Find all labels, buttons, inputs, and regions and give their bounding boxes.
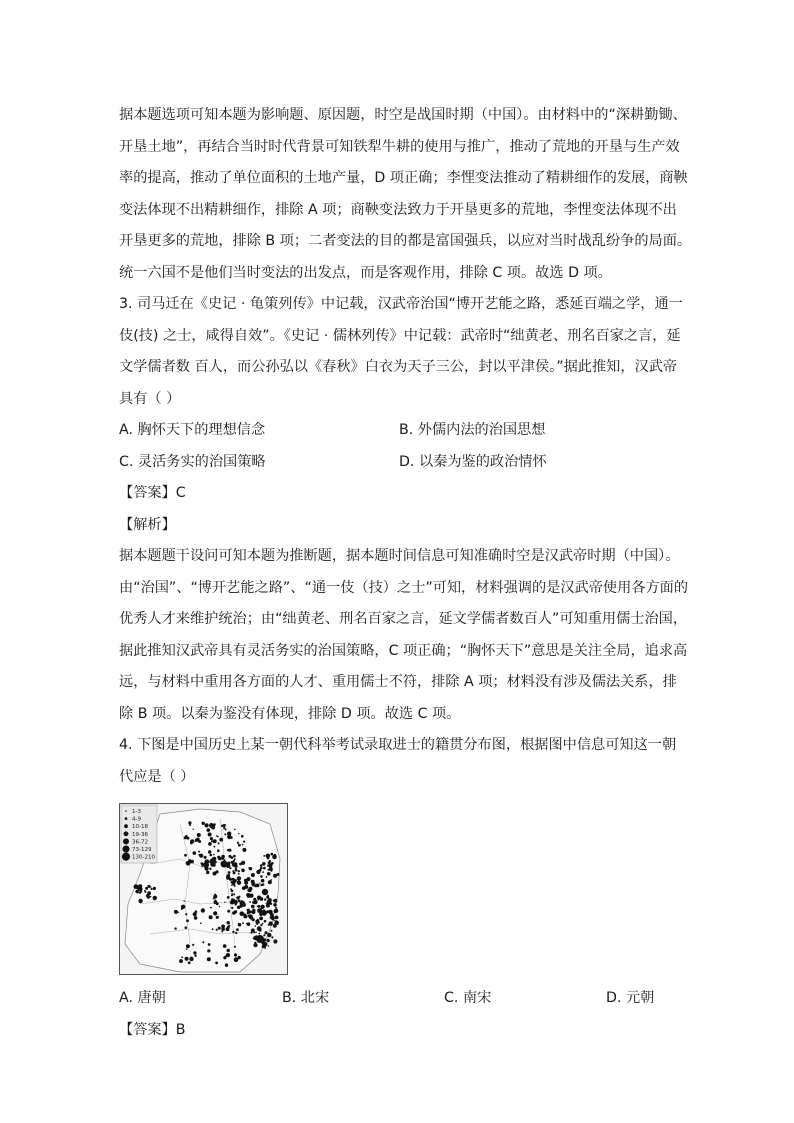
map-dot xyxy=(271,853,274,856)
map-dot xyxy=(258,922,259,923)
map-dot xyxy=(227,926,230,929)
map-dot-large xyxy=(221,861,228,868)
map-dot xyxy=(234,957,239,962)
map-dot xyxy=(260,867,263,870)
map-dot xyxy=(276,907,278,909)
map-dot xyxy=(242,913,245,916)
map-dot xyxy=(271,916,275,920)
map-dot xyxy=(190,957,192,959)
map-dot xyxy=(238,870,240,872)
legend-label: 10-18 xyxy=(132,824,148,831)
map-dot xyxy=(236,928,239,931)
map-dot xyxy=(238,873,240,875)
map-dot xyxy=(227,949,230,952)
map-dot xyxy=(255,932,257,934)
map-dot xyxy=(240,901,245,906)
map-dot xyxy=(207,949,210,952)
map-dot xyxy=(253,900,257,904)
map-dot xyxy=(273,903,277,907)
map-dot xyxy=(251,882,255,886)
question-stem-line: 具有（ ） xyxy=(119,390,181,407)
map-dot xyxy=(216,929,218,931)
map-dot xyxy=(201,908,205,912)
answer-line: 【答案】B xyxy=(119,1021,186,1038)
map-dot xyxy=(221,825,224,828)
map-dot xyxy=(275,916,279,920)
map-dot xyxy=(266,876,268,878)
map-dot xyxy=(239,863,242,866)
map-dot xyxy=(210,837,213,840)
map-dot xyxy=(233,855,236,858)
map-dot xyxy=(276,873,279,876)
map-dot xyxy=(178,912,179,913)
map-dot xyxy=(212,928,214,930)
map-dot xyxy=(226,963,228,965)
map-dot xyxy=(242,844,244,846)
map-dot xyxy=(145,887,148,890)
map-dot xyxy=(227,910,230,913)
map-dot-large xyxy=(262,889,268,895)
map-dot xyxy=(233,880,236,883)
map-dot xyxy=(260,924,262,926)
map-dot xyxy=(231,907,233,909)
map-dot xyxy=(248,924,250,926)
map-dot xyxy=(262,923,264,925)
map-dot xyxy=(211,840,213,842)
text-line: 据本题选项可知本题为影响题、原因题，时空是战国时期（中国）。由材料中的“深耕勤锄、 xyxy=(119,107,687,123)
map-dot xyxy=(260,875,263,878)
map-dot xyxy=(209,915,213,919)
map-dot xyxy=(208,842,212,846)
map-dot xyxy=(224,833,226,835)
map-dot xyxy=(267,872,271,876)
map-dot xyxy=(233,885,235,887)
legend-marker xyxy=(124,824,128,828)
options-row xyxy=(119,983,679,1015)
legend-marker xyxy=(124,831,129,836)
map-dot xyxy=(217,849,220,852)
map-dot xyxy=(193,851,197,855)
map-dot xyxy=(251,873,255,877)
legend-label: 4-9 xyxy=(132,816,141,823)
map-dot xyxy=(223,944,227,948)
options-row xyxy=(119,415,679,447)
map-dot xyxy=(252,881,254,883)
option-c: C. 灵活务实的治国策略 xyxy=(119,453,266,470)
map-dot xyxy=(232,911,236,915)
map-dot xyxy=(260,884,262,886)
legend-marker xyxy=(125,810,127,812)
map-dot xyxy=(262,862,266,866)
map-dot xyxy=(271,936,273,938)
map-dot xyxy=(194,955,196,957)
map-dot xyxy=(253,943,257,947)
map-dot xyxy=(266,939,269,942)
map-dot xyxy=(209,861,211,863)
map-dot xyxy=(209,868,211,870)
answer-line: 【答案】C xyxy=(119,485,186,501)
map-dot xyxy=(200,922,202,924)
analysis-line: 由“治国”、“博开艺能之路”、“通一伎（技）之士”可知，材料强调的是汉武帝使用各方面的 xyxy=(119,579,689,596)
map-dot xyxy=(234,900,238,904)
map-dot xyxy=(197,833,201,837)
map-dot xyxy=(201,862,204,865)
map-dot xyxy=(244,879,247,882)
map-dot xyxy=(221,857,224,860)
map-dot xyxy=(202,822,205,825)
map-dot xyxy=(219,838,223,842)
map-dot xyxy=(147,896,150,899)
map-dot xyxy=(237,881,241,885)
legend-marker xyxy=(122,845,129,852)
map-dot xyxy=(202,941,204,943)
map-dot xyxy=(214,846,216,848)
map-dot xyxy=(262,945,265,948)
map-dot xyxy=(185,957,189,961)
map-dot xyxy=(186,944,190,948)
map-dot xyxy=(186,919,189,922)
map-dot xyxy=(272,855,277,860)
map-dot xyxy=(259,883,260,884)
question-3 xyxy=(119,289,689,730)
map-dot xyxy=(198,851,200,853)
map-dot xyxy=(247,912,250,915)
map-dot xyxy=(259,917,263,921)
map-dot xyxy=(263,867,266,870)
map-dot xyxy=(241,869,245,873)
analysis-line: 远，与材料中重用各方面的人才、重用儒士不符，排除 A 项；材料没有涉及儒法关系，排 xyxy=(119,674,677,690)
map-dot xyxy=(193,829,194,830)
map-dot xyxy=(235,867,237,869)
option-b: B. 外儒内法的治国思想 xyxy=(399,422,546,438)
map-dot xyxy=(194,916,198,920)
map-dot xyxy=(233,860,235,862)
map-dot xyxy=(213,872,217,876)
map-dot xyxy=(207,957,211,961)
map-dot xyxy=(238,896,240,898)
map-dot xyxy=(256,870,260,874)
prev-analysis xyxy=(119,100,692,289)
map-dot xyxy=(216,835,217,836)
map-dot xyxy=(251,905,255,909)
map-dot xyxy=(266,903,267,904)
question-stem-line: 伎(技) 之士，咸得自效”。《史记 · 儒林列传》中记载：武帝时“绌黄老、刑名百家之言，延 xyxy=(119,327,681,344)
text-line: 变法体现不出精耕细作，排除 A 项；商鞅变法致力于开垦更多的荒地，李悝变法体现不出 xyxy=(119,201,677,218)
map-dot xyxy=(233,893,235,895)
map-dot xyxy=(231,893,232,894)
map-dot xyxy=(269,921,273,925)
question-stem-line: 代应是（ ） xyxy=(119,768,195,785)
map-dot xyxy=(260,864,263,867)
text-line: 率的提高，推动了单位面积的土地产量，D 项正确；李悝变法推动了精耕细作的发展，商鞅 xyxy=(119,170,688,186)
map-dot xyxy=(185,913,187,915)
map-dot xyxy=(257,919,259,921)
map-dot xyxy=(264,898,266,900)
map-dot xyxy=(234,829,236,831)
map-dot-large xyxy=(203,862,209,868)
analysis-line: 据此推知汉武帝具有灵活务实的治国策略，C 项正确；“胸怀天下”意思是关注全局，追求高 xyxy=(119,642,688,659)
map-dot xyxy=(235,932,237,934)
map-dot xyxy=(138,884,142,888)
option-d: D. 元朝 xyxy=(606,990,655,1006)
map-dot xyxy=(226,875,230,879)
map-dot xyxy=(258,912,259,913)
map-dot xyxy=(232,870,234,872)
map-dot xyxy=(205,823,209,827)
map-dot xyxy=(273,900,274,901)
map-dot xyxy=(238,833,239,834)
legend-marker xyxy=(123,838,129,844)
map-dot xyxy=(208,943,211,946)
map-dot xyxy=(174,910,176,912)
map-dot xyxy=(274,909,278,913)
map-dot xyxy=(261,879,265,883)
map-dot xyxy=(227,921,230,924)
map-dot xyxy=(217,856,220,859)
map-dot xyxy=(231,856,234,859)
map-dot xyxy=(184,854,187,857)
map-dot xyxy=(246,923,248,925)
map-dot xyxy=(232,931,234,933)
map-dot xyxy=(248,867,250,869)
map-dot xyxy=(227,863,230,866)
question-stem-line: 文学儒者数 百人，而公孙弘以《春秋》白衣为天子三公，封以平津侯。”据此推知，汉武帝 xyxy=(119,359,678,375)
map-dot xyxy=(237,876,241,880)
map-dot xyxy=(184,836,187,839)
map-dot xyxy=(189,824,191,826)
map-dot xyxy=(232,863,236,867)
map-dot xyxy=(150,886,152,888)
option-a: A. 胸怀天下的理想信念 xyxy=(119,422,266,438)
analysis-label: 【解析】 xyxy=(119,516,176,533)
map-dot xyxy=(213,897,215,899)
map-dot xyxy=(185,926,188,929)
map-dot xyxy=(264,912,266,914)
map-dot xyxy=(199,854,203,858)
map-dot xyxy=(188,961,191,964)
map-dot xyxy=(248,887,252,891)
map-dot xyxy=(262,871,264,873)
map-dot xyxy=(224,902,225,903)
map-dot xyxy=(183,900,185,902)
map-dot xyxy=(258,905,261,908)
map-dot xyxy=(208,850,211,853)
map-dot xyxy=(227,849,229,851)
map-dot xyxy=(237,842,239,844)
legend-marker xyxy=(122,853,130,861)
jinshi-distribution-map xyxy=(119,803,288,975)
map-dot xyxy=(230,888,232,890)
map-dot xyxy=(213,854,215,856)
map-dot xyxy=(210,854,213,857)
map-dot xyxy=(273,924,277,928)
map-dot xyxy=(213,839,217,843)
map-dot xyxy=(187,837,190,840)
text-line: 开垦更多的荒地，排除 B 项；二者变法的目的都是富国强兵，以应对当时战乱纷争的局面。 xyxy=(119,233,692,249)
map-dot xyxy=(256,884,260,888)
map-dot xyxy=(238,844,241,847)
analysis-line: 据本题题干设问可知本题为推断题，据本题时间信息可知准确时空是汉武帝时期（中国）。 xyxy=(119,548,680,564)
map-dot xyxy=(268,880,272,884)
map-dot xyxy=(190,860,194,864)
map-dot xyxy=(273,939,277,943)
map-dot xyxy=(263,909,265,911)
map-dot xyxy=(269,860,272,863)
map-dot xyxy=(219,906,221,908)
map-dot-large xyxy=(256,935,264,943)
map-dot xyxy=(192,944,194,946)
map-dot xyxy=(267,857,269,859)
question-4 xyxy=(119,730,679,1046)
map-dot xyxy=(139,900,140,901)
map-dot xyxy=(257,896,261,900)
map-dot xyxy=(267,910,270,913)
map-dot xyxy=(144,890,146,892)
map-dot xyxy=(181,908,183,910)
map-dot xyxy=(181,956,183,958)
text-line: 统一六国不是他们当时变法的出发点，而是客观作用，排除 C 项。故选 D 项。 xyxy=(119,264,612,281)
analysis-line: 优秀人才来维护统治；由“绌黄老、刑名百家之言，延文学儒者数百人”可知重用儒士治国， xyxy=(119,611,688,627)
map-dot xyxy=(234,953,237,956)
text-line: 开垦土地”，再结合当时时代背景可知铁犁牛耕的使用与推广，推动了荒地的开垦与生产效 xyxy=(119,138,680,155)
option-c: C. 南宋 xyxy=(444,990,492,1006)
map-dot xyxy=(216,916,219,919)
map-dot xyxy=(206,871,209,874)
map-dot xyxy=(263,855,265,857)
map-dot xyxy=(135,890,139,894)
map-dot xyxy=(238,900,241,903)
map-dot xyxy=(247,909,250,912)
map-dot xyxy=(267,865,269,867)
map-dot xyxy=(253,938,254,939)
map-dot xyxy=(193,912,197,916)
map-dot xyxy=(270,869,272,871)
map-dot xyxy=(271,862,274,865)
map-dot xyxy=(213,911,217,915)
map-dot xyxy=(221,927,225,931)
map-dot xyxy=(242,922,244,924)
map-dot xyxy=(212,857,215,860)
map-dot xyxy=(242,886,246,890)
map-dot xyxy=(243,841,245,843)
map-dot xyxy=(249,901,251,903)
map-dot xyxy=(238,923,242,927)
map-dot xyxy=(227,835,231,839)
map-dot xyxy=(147,891,151,895)
legend-marker xyxy=(125,817,128,820)
option-d: D. 以秦为鉴的政治情怀 xyxy=(399,453,547,470)
question-stem-line: 4. 下图是中国历史上某一朝代科举考试录取进士的籍贯分布图，根据图中信息可知这一朝 xyxy=(119,737,677,753)
map-dot xyxy=(268,854,270,856)
map-dot xyxy=(229,867,231,869)
map-dot xyxy=(268,945,270,947)
map-graphic xyxy=(120,804,287,974)
map-dot xyxy=(257,926,262,931)
map-dot xyxy=(214,900,218,904)
map-dot xyxy=(218,927,221,930)
map-dot xyxy=(208,833,212,837)
options-row xyxy=(119,447,679,479)
map-dot xyxy=(154,899,155,900)
map-dot xyxy=(227,896,230,899)
map-dot xyxy=(190,842,193,845)
option-b: B. 北宋 xyxy=(282,990,330,1006)
legend-label: 73-129 xyxy=(132,847,152,853)
map-dot xyxy=(228,871,231,874)
legend-label: 19-36 xyxy=(132,831,148,838)
map-dot xyxy=(270,865,272,867)
map-dot xyxy=(210,907,212,909)
map-dot xyxy=(234,858,236,860)
map-dot xyxy=(140,890,142,892)
map-dot xyxy=(209,823,214,828)
content xyxy=(119,100,692,1046)
map-dot xyxy=(271,930,273,932)
map-dot xyxy=(247,877,251,881)
map-dot xyxy=(265,948,266,949)
map-dot xyxy=(255,925,257,927)
map-dot xyxy=(267,933,271,937)
legend-label: 130-210 xyxy=(132,854,155,861)
map-dot xyxy=(256,922,259,925)
map-dot xyxy=(258,933,260,935)
map-dot xyxy=(231,884,233,886)
map-dot xyxy=(247,894,251,898)
map-dot xyxy=(151,888,153,890)
map-dot xyxy=(201,866,203,868)
map-dot xyxy=(204,857,206,859)
map-dot xyxy=(271,879,273,881)
map-dot xyxy=(180,961,182,963)
map-dot xyxy=(231,894,233,896)
map-dot xyxy=(207,828,211,832)
map-dot xyxy=(264,920,267,923)
map-dot xyxy=(254,909,256,911)
legend-label: 1-3 xyxy=(132,809,141,815)
map-dot xyxy=(263,934,265,936)
map-dot xyxy=(241,835,244,838)
map-dot xyxy=(186,948,188,950)
map-dot xyxy=(215,962,218,965)
map-dot xyxy=(218,842,220,844)
option-a: A. 唐朝 xyxy=(119,990,166,1006)
map-dot xyxy=(196,838,200,842)
map-dot xyxy=(257,899,259,901)
legend-label: 36-72 xyxy=(132,839,148,846)
analysis-line: 除 B 项。以秦为鉴没有体现，排除 D 项。故选 C 项。 xyxy=(119,705,461,722)
map-dot xyxy=(153,887,156,890)
map-dot xyxy=(264,931,267,934)
map-dot xyxy=(250,916,254,920)
question-stem-line: 3. 司马迁在《史记 · 龟策列传》中记载，汉武帝治国“博开艺能之路，悉延百端之学，通一 xyxy=(119,296,683,312)
map-dot xyxy=(174,927,176,929)
map-dot xyxy=(225,828,227,830)
map-dot xyxy=(268,898,272,902)
map-dot xyxy=(234,946,236,948)
map-dot xyxy=(193,951,196,954)
map-dot xyxy=(225,955,227,957)
map-dot xyxy=(213,864,216,867)
map-dot xyxy=(250,932,252,934)
map-dot xyxy=(244,850,246,852)
map-dot xyxy=(260,908,262,910)
